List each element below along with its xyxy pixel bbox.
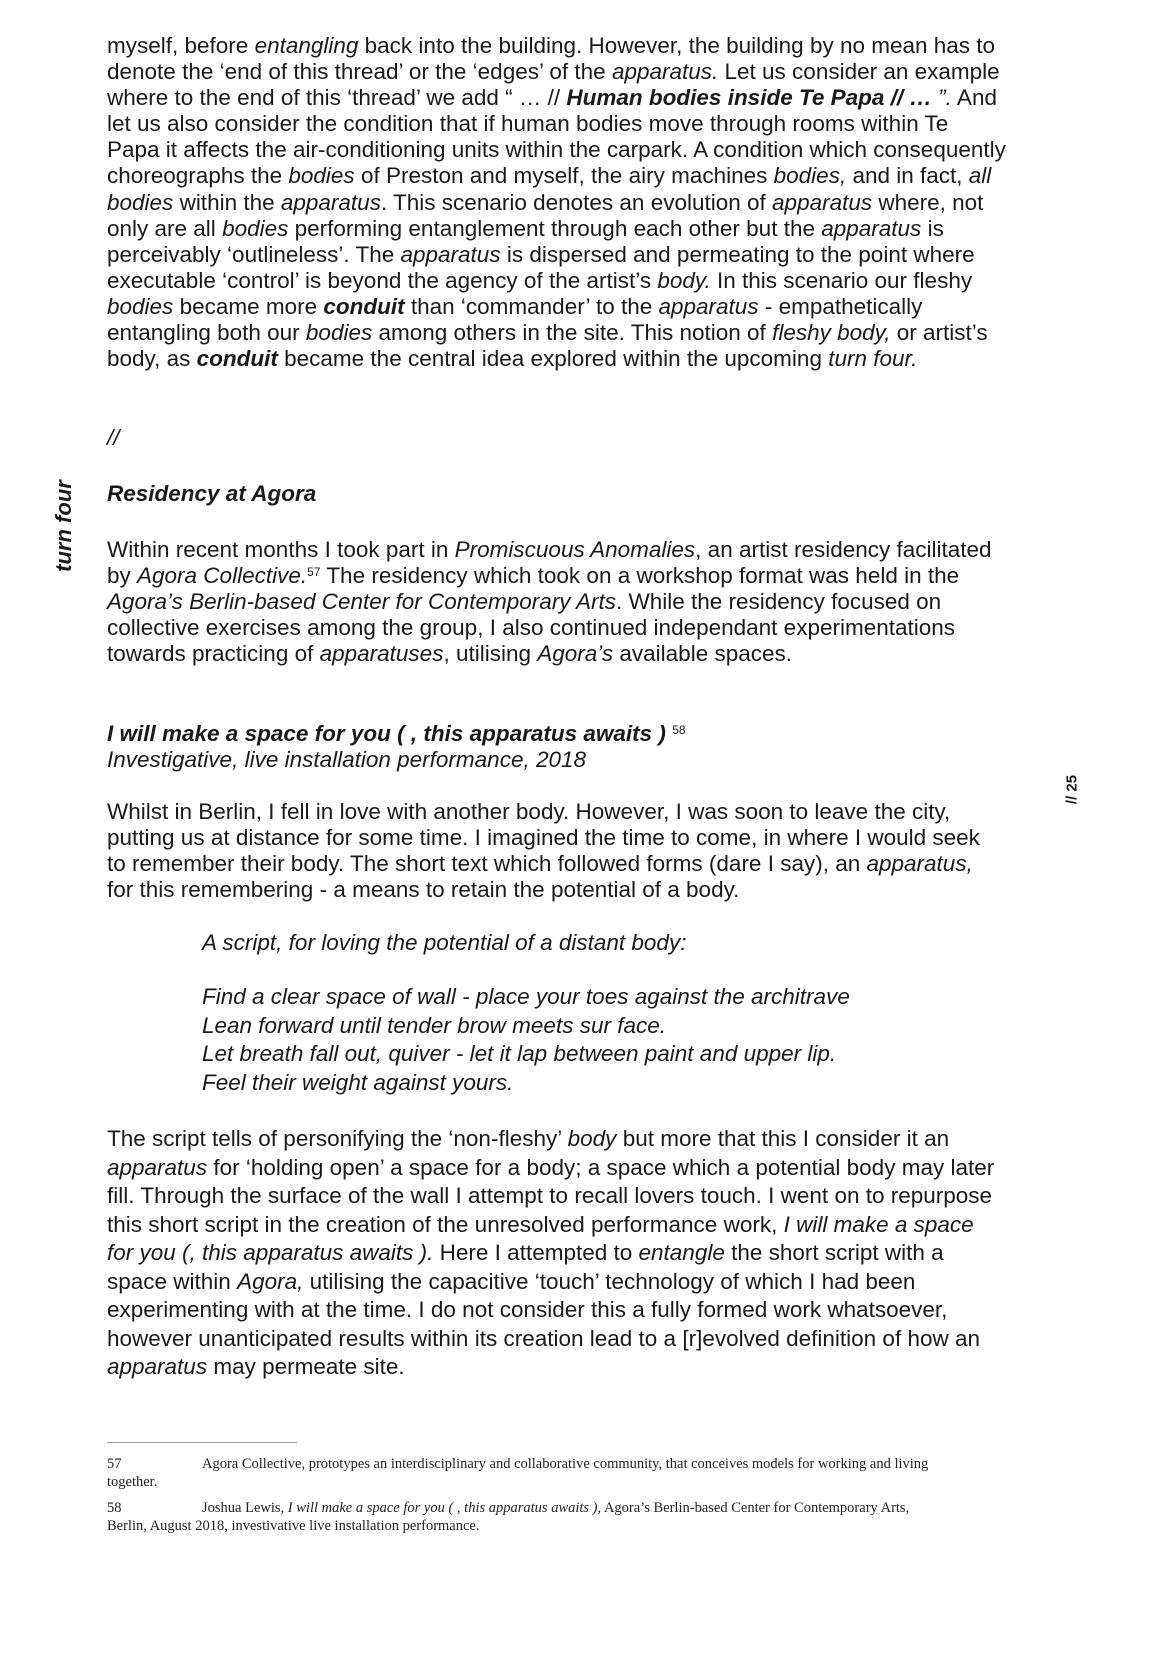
section-side-label: turn four: [51, 480, 76, 572]
work-title: [107, 721, 1007, 747]
text-run: , utilising: [443, 641, 538, 667]
text-run: bodies: [288, 163, 355, 189]
footnote-ref: 57: [307, 565, 321, 580]
text-run: of Preston and myself, the airy machines: [354, 163, 774, 189]
text-run: among others in the site. This notion of: [372, 320, 773, 346]
footnote-58: [107, 1499, 937, 1535]
text-run: myself, before: [107, 33, 255, 58]
text-run: apparatus.: [611, 59, 719, 85]
text-run: became more: [173, 293, 324, 319]
text-run: apparatus: [107, 1354, 208, 1379]
script-line: Let breath fall out, quiver - let it lap between paint and upper lip.: [202, 1041, 837, 1066]
text-run: Joshua Lewis,: [202, 1500, 288, 1516]
text-run: back into the building. However, the building by no mean has to denote the ‘end of this thread’ or the ‘edges’ of the: [107, 33, 996, 85]
text-run: The script tells of personifying the ‘non-fleshy’: [107, 1126, 568, 1151]
text-run: ”.: [931, 85, 952, 111]
script-lines: [202, 983, 1002, 1097]
body-paragraph-2: [107, 537, 1007, 667]
text-run: I will make a space for you ( , this apparatus awaits ): [107, 721, 673, 746]
text-run: bodies: [305, 320, 373, 346]
text-run: apparatus,: [866, 851, 973, 877]
text-run: bodies,: [773, 163, 847, 189]
text-run: Agora Collective.: [137, 563, 308, 589]
script-title: A script, for loving the potential of a distant body:: [202, 930, 687, 955]
text-run: I will make a space for you (, this apparatus awaits ).: [107, 1211, 974, 1265]
text-run: conduit: [323, 293, 405, 319]
footnote-number: 57: [107, 1456, 122, 1472]
text-run: . This scenario denotes an evolution of: [380, 189, 773, 215]
text-run: entangle: [638, 1240, 725, 1265]
text-run: all bodies: [107, 163, 992, 215]
work-subtitle: Investigative, live installation performance, 2018: [107, 747, 587, 772]
footnote-text: [107, 1456, 928, 1490]
text-run: bodies: [107, 293, 174, 319]
text-run: Agora Collective, prototypes an interdisciplinary and collaborative community, that conceives models for working and living together.: [107, 1456, 929, 1490]
script-line: Feel their weight against yours.: [202, 1069, 514, 1095]
text-run: Agora’s Berlin-based Center for Contemporary Arts: [107, 589, 616, 615]
footnote-text: [107, 1500, 909, 1534]
text-run: Promiscuous Anomalies: [454, 537, 696, 562]
body-paragraph-1: [107, 33, 1007, 372]
text-run: than ‘commander’ to the: [404, 293, 659, 319]
text-run: may permeate site.: [207, 1354, 405, 1379]
text-run: within the: [173, 189, 281, 215]
section-heading: Residency at Agora: [107, 481, 317, 506]
text-run: or artist’s body, as: [107, 320, 988, 372]
text-run: body: [567, 1126, 617, 1151]
text-run: Let us consider an example where to the end of this ‘thread’ we add “ … //: [107, 59, 1000, 111]
text-run: conduit: [196, 346, 278, 372]
text-run: apparatus: [280, 189, 381, 215]
text-run: Here I attempted to: [433, 1240, 639, 1265]
body-paragraph-4: [107, 1125, 1002, 1382]
text-run: In this scenario our fleshy: [710, 267, 973, 293]
text-run: the short script with a space within: [107, 1240, 944, 1294]
text-run: available spaces.: [613, 641, 792, 667]
footnote-57: [107, 1455, 937, 1491]
text-run: where, not only are all: [107, 189, 984, 241]
text-run: Agora,: [237, 1268, 304, 1294]
footnote-number: 58: [107, 1500, 122, 1516]
text-run: The residency which took on a workshop format was held in the: [320, 563, 960, 589]
text-run: Within recent months I took part in: [107, 537, 455, 562]
script-line: Find a clear space of wall - place your toes against the architrave: [202, 984, 850, 1009]
text-run: Human bodies inside Te Papa // …: [566, 85, 932, 111]
text-run: . While the residency focused on collective exercises among the group, I also continued independant experimentations towards practicing of: [107, 589, 956, 667]
footnote-divider: [107, 1442, 297, 1443]
footnote-ref: 58: [672, 723, 686, 737]
text-run: - empathetically entangling both our: [107, 293, 923, 346]
text-run: is dispersed and permeating to the point where executable ‘control’ is beyond the agency of the artist’s: [107, 241, 975, 293]
body-paragraph-3: [107, 799, 1002, 903]
text-run: I will make a space for you ( , this apparatus awaits ),: [287, 1500, 602, 1516]
text-run: apparatuses: [319, 641, 444, 667]
text-run: performing entanglement through each other but the: [288, 215, 822, 241]
text-run: and in fact,: [846, 163, 969, 189]
text-run: body.: [657, 267, 711, 293]
text-run: for ‘holding open’ a space for a body; a space which a potential body may later fill. Through the surface of the wall I attempt to recall lovers touch. I went on to repurpose this short script in the creation of the unresolved performance work,: [107, 1154, 995, 1237]
text-run: is perceivably ‘outlineless’. The: [107, 215, 944, 267]
text-run: apparatus: [107, 1154, 208, 1180]
text-run: Agora’s: [537, 641, 614, 667]
text-run: bodies: [222, 215, 289, 241]
text-run: became the central idea explored within the upcoming: [277, 346, 829, 372]
text-run: apparatus: [400, 241, 501, 267]
page-number: // 25: [1063, 774, 1081, 805]
section-separator: //: [107, 425, 120, 450]
text-run: but more that this I consider it an: [616, 1126, 950, 1151]
text-run: entangling: [254, 33, 359, 58]
text-run: for this remembering - a means to retain the potential of a body.: [107, 877, 740, 903]
text-run: apparatus: [772, 189, 873, 215]
text-run: And let us also consider the condition that if human bodies move through rooms within Te Papa it affects the air-conditioning units within the carpark. A condition which consequently choreographs the: [107, 85, 1006, 189]
text-run: Whilst in Berlin, I fell in love with another body. However, I was soon to leave the city, putting us at distance for some time. I imagined the time to come, in where I would seek to remember their body. The short text which followed forms (dare I say), an: [107, 799, 980, 877]
text-run: turn four.: [828, 346, 918, 372]
text-run: fleshy body,: [772, 320, 891, 346]
script-line: Lean forward until tender brow meets sur face.: [202, 1012, 666, 1038]
text-run: apparatus: [658, 293, 759, 319]
text-run: utilising the capacitive ‘touch’ technology of which I had been experimenting with at the time. I do not consider this a fully formed work whatsoever, however unanticipated results within its creation lead to a [r]evolved definition of how an: [107, 1268, 981, 1351]
text-run: , an artist residency facilitated by: [107, 537, 992, 589]
text-run: apparatus: [821, 215, 922, 241]
text-run: Agora’s Berlin-based Center for Contemporary Arts, Berlin, August 2018, investivative live installation performance.: [107, 1500, 910, 1534]
